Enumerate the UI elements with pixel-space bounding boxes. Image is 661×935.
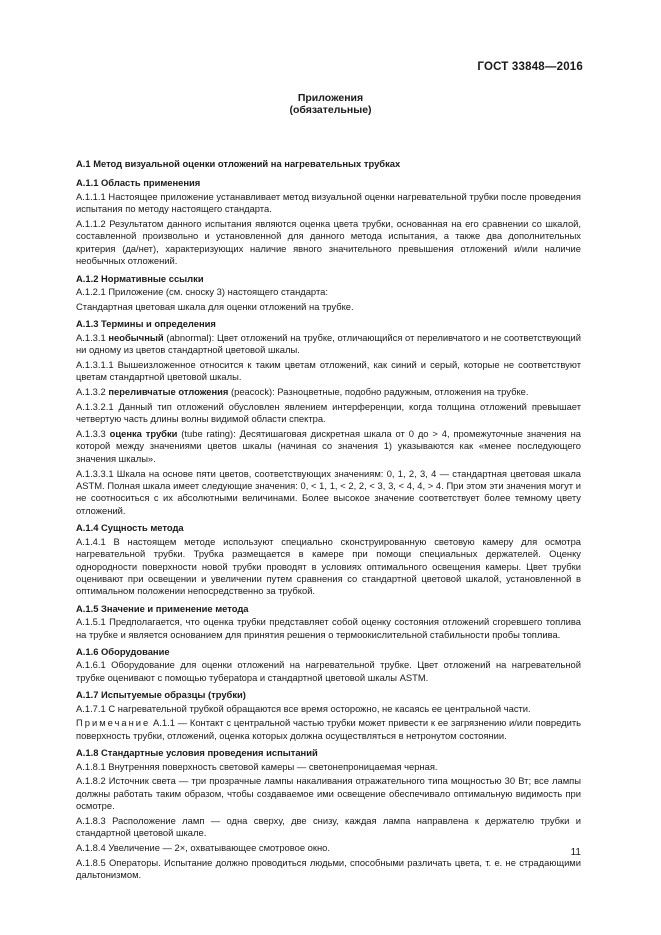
- paragraph: А.1.3.1.1 Вышеизложенное относится к таким цветам отложений, как синий и серый, которые не соответствуют цветам стандартной цветовой шкалы.: [76, 358, 581, 383]
- document-body: [76, 158, 581, 884]
- term: необычный: [108, 331, 164, 343]
- paragraph: Стандартная цветовая шкала для оценки отложений на трубке.: [76, 300, 354, 312]
- note-label: Примечание: [76, 717, 151, 729]
- paragraph: А.1.1.2 Результатом данного испытания являются оценка цвета трубки, основанная на его сравнении со шкалой, составленной произвольно и установленной для данного метода испытания, а также два дополнительных критерия (да/нет), характеризующих наличие явного значительного превышения отложений и/или наличие необычных отложений.: [76, 218, 581, 267]
- paragraph: А.1.8.3 Расположение ламп — одна сверху, две снизу, каждая лампа направлена к держателю трубки и стандартной цветовой шкале.: [76, 815, 581, 839]
- clause-number: А.1.3.1: [76, 331, 106, 343]
- paragraph: А.1.3.2.1 Данный тип отложений обусловлен явлением интерференции, когда толщина отложений превышает четвертую часть длины волны видимой области спектра.: [76, 400, 581, 425]
- definition-paragraph: [76, 386, 581, 398]
- document-code: ГОСТ 33848—2016: [477, 61, 583, 73]
- page-number: 11: [570, 847, 581, 858]
- term: переливчатые отложения: [108, 386, 229, 398]
- subsection-heading: А.1.3 Термины и определения: [76, 318, 216, 330]
- subsection-heading: А.1.1 Область применения: [76, 177, 201, 189]
- subsection-heading: А.1.4 Сущность метода: [76, 522, 184, 534]
- paragraph: А.1.6.1 Оборудование для оценки отложений на нагревательной трубке. Цвет отложений на нагревательной трубке оценивают с помощью туберatора и стандартной цветовой шкалы ASTM.: [76, 659, 581, 683]
- definition-paragraph: [76, 332, 581, 357]
- subsection-heading: А.1.8 Стандартные условия проведения испытаний: [76, 747, 318, 759]
- appendix-subtitle: (обязательные): [289, 104, 372, 116]
- paragraph: А.1.8.5 Операторы. Испытание должно проводиться людьми, способными различать цвета, т. е. не страдающими дальтонизмом.: [76, 857, 581, 881]
- paragraph: А.1.8.4 Увеличение — 2×, охватывающее смотровое окно.: [76, 842, 330, 854]
- note-text: А.1.1 — Контакт с центральной частью трубки может привести к ее загрязнению и/или повредить поверхность трубки, отложений, оценка которых должна осуществляться в нетронутом состоянии.: [76, 717, 581, 741]
- term: оценка трубки: [109, 428, 178, 440]
- paragraph: А.1.2.1 Приложение (см. сноску 3) настоящего стандарта:: [76, 286, 328, 298]
- definition-text: (peacock): Разноцветные, подобно радужным, отложения на трубке.: [228, 386, 529, 398]
- subsection-heading: А.1.6 Оборудование: [76, 645, 170, 657]
- subsection-heading: А.1.2 Нормативные ссылки: [76, 272, 204, 284]
- paragraph: А.1.5.1 Предполагается, что оценка трубки представляет собой оценку состояния отложений сгоревшего топлива на трубке и является основанием для принятия решения о термоокислительной стабильности пробы топлива.: [76, 616, 581, 640]
- subsection-heading: А.1.7 Испытуемые образцы (трубки): [76, 689, 246, 701]
- definition-paragraph: [76, 428, 581, 465]
- paragraph: А.1.3.3.1 Шкала на основе пяти цветов, соответствующих значениям: 0, 1, 2, 3, 4 — стандартная цветовая шкала ASTM. Полная шкала имеет следующие значения: 0, < 1, 1, < 2, 2, < 3, 3, < 4, 4, > 4. При этом эти значения могут и не соотноситься с их абсолютными величинами. Более высокое значение соответствует более темному цвету отложений.: [76, 467, 581, 516]
- clause-number: А.1.3.3: [76, 428, 106, 440]
- paragraph: А.1.1.1 Настоящее приложение устанавливает метод визуальной оценки нагревательной трубки после проведения испытания по методу настоящего стандарта.: [76, 190, 581, 215]
- definition-text: (tube rating): Десятишаговая дискретная шкала от 0 до > 4, промежуточные значения на которой между значениями цветов шкалы (начиная со значения 1) указываются как «менее последующего значения шкалы».: [76, 428, 582, 464]
- definition-text: (abnormal): Цвет отложений на трубке, отличающийся от переливчатого и не соответствующий ни одному из цветов стандартной цветовой шкалы.: [76, 331, 581, 356]
- clause-number: А.1.3.2: [76, 386, 106, 398]
- paragraph: А.1.8.2 Источник света — три прозрачные лампы накаливания отражательного типа мощностью 30 Вт; все лампы должны работать таким образом, чтобы создаваемое ими освещение обеспечивало оптимальную видимость при осмотре.: [76, 775, 581, 812]
- note: [76, 717, 581, 742]
- paragraph: А.1.4.1 В настоящем методе используют специально сконструированную световую камеру для осмотра нагревательной трубки. Трубка размещается в камере при помощи специальных держателей. Оценку однородности поверхности новой трубки проводят в условиях оптимального освещения камеры. Цвет трубки оценивают при освещении и увеличении путем сравнения со стандартной цветовой шкалой, установленной в оптимальном положении непосредственно за трубкой.: [76, 535, 581, 597]
- appendix-heading: [0, 92, 661, 116]
- appendix-title: Приложения: [297, 92, 364, 104]
- section-title: А.1 Метод визуальной оценки отложений на нагревательных трубках: [76, 158, 401, 169]
- paragraph: А.1.7.1 С нагревательной трубкой обращаются все время осторожно, не касаясь ее центральной части.: [76, 702, 531, 714]
- paragraph: А.1.8.1 Внутренняя поверхность световой камеры — светонепроницаемая черная.: [76, 760, 438, 772]
- subsection-heading: А.1.5 Значение и применение метода: [76, 602, 249, 614]
